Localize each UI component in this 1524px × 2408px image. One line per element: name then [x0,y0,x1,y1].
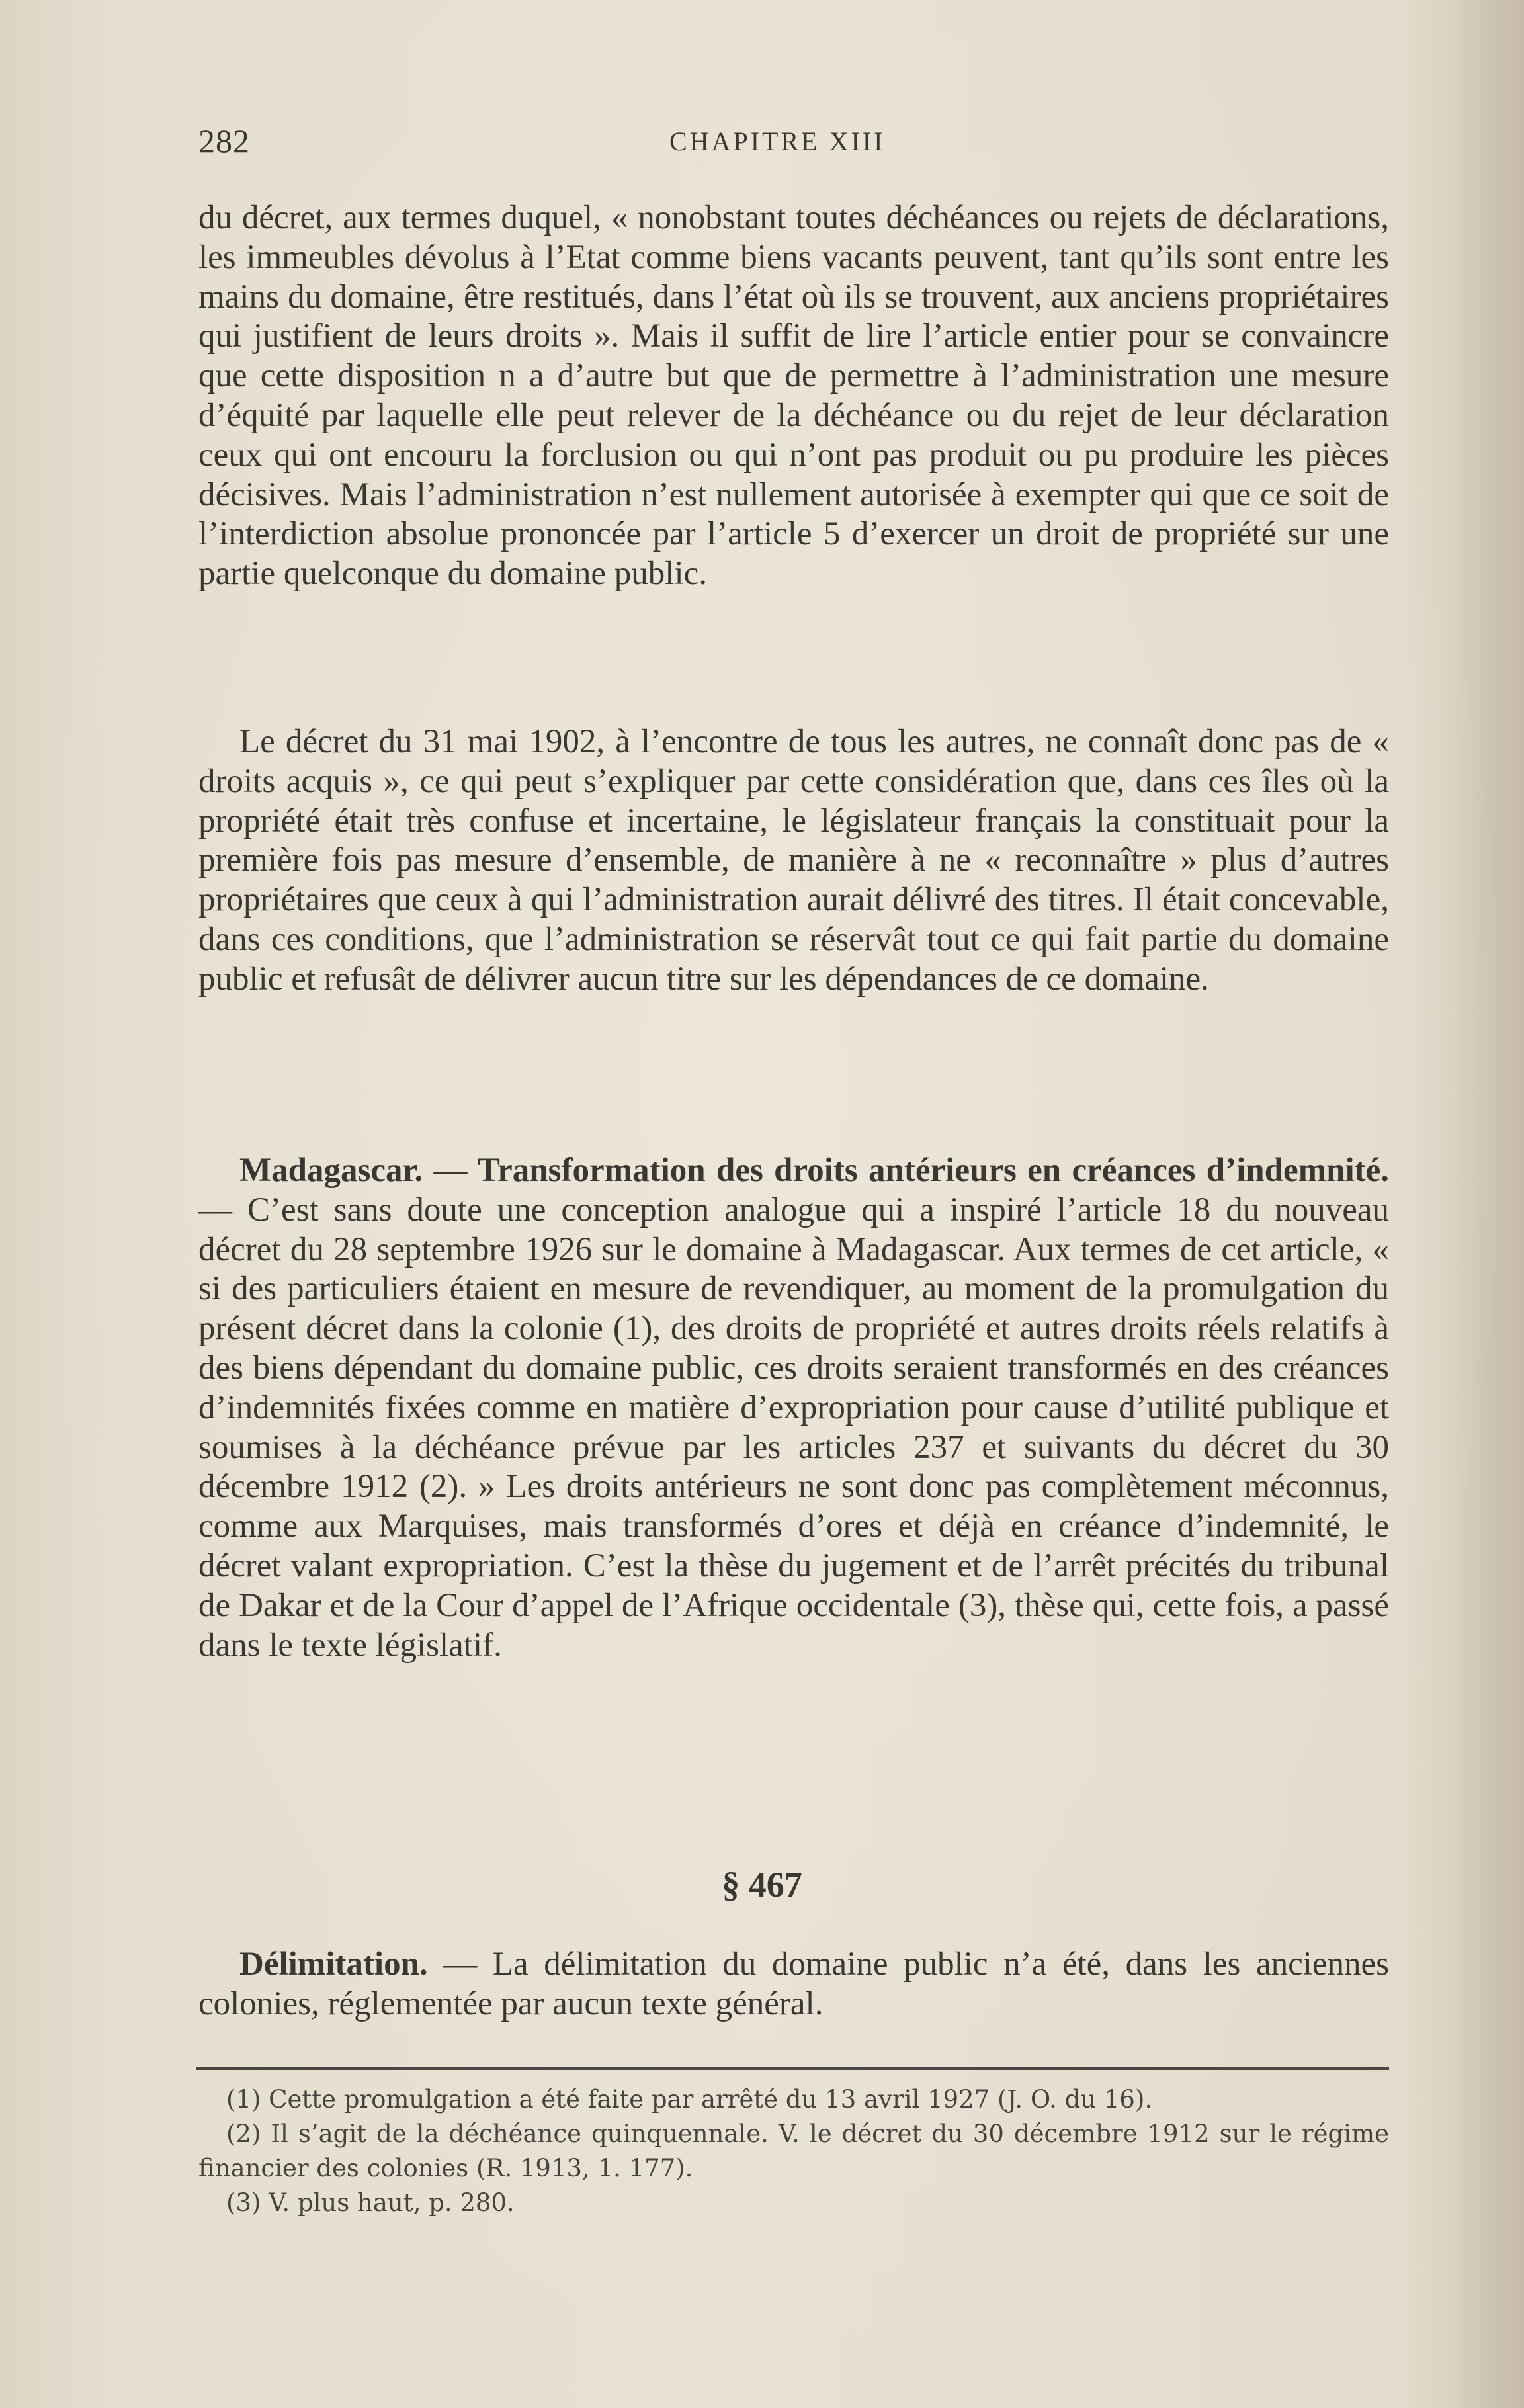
footnotes [198,2083,1389,2220]
footnote-divider [196,2067,1389,2070]
footnote-3: (3) V. plus haut, p. 280. [226,2188,515,2217]
paragraph-delimitation [198,1945,1389,2024]
madagascar-text: — C’est sans doute une conception analogue qui a inspiré l’article 18 du nouveau décret du 28 septembre 1926 sur le domaine à Madagascar. Aux termes de cet article, « si des particuliers étaient en mesure de revendiquer, au moment de la promulgation du présent décret dans la colonie (1), des droits de propriété et autres droits réels relatifs à des biens dépendant du domaine public, ces droits seraient transformés en des créances d’indemnités fixées comme en matière d’expropriation pour cause d’utilité publique et soumises à la déchéance prévue par les articles 237 et suivants du décret du 30 décembre 1912 (2). » Les droits antérieurs ne sont donc pas complètement méconnus, comme aux Marquises, mais transformés d’ores et déjà en créance d’indemnité, le décret valant expropriation. C’est la thèse du jugement et de l’arrêt précités du tribunal de Dakar et de la Cour d’appel de l’Afrique occidentale (3), thèse qui, cette fois, a passé dans le texte législatif. [198,1191,1389,1664]
delimitation-heading: Délimitation. [239,1946,428,1983]
paragraph-2 [198,722,1389,1000]
page-header [198,122,1389,161]
running-head: CHAPITRE XIII [669,126,886,156]
footnote-1: (1) Cette promulgation a été faite par arrêté du 13 avril 1927 (J. O. du 16). [226,2085,1153,2114]
paragraph-1 [198,198,1389,594]
page-edge-shadow [1451,0,1524,2408]
paragraph-1-text: du décret, aux termes duquel, « nonobstant toutes déchéances ou rejets de déclarations, les immeubles dévolus à l’Etat comme biens vacants peuvent, tant qu’ils sont entre les mains du domaine, être restitués, dans l’état où ils se trouvent, aux anciens propriétaires qui justifient de leurs droits ». Mais il suffit de lire l’article entier pour se convaincre que cette disposition n a d’autre but que de permettre à l’administration une mesure d’équité par laquelle elle peut relever de la déchéance ou du rejet de leur déclaration ceux qui ont encouru la forclusion ou qui n’ont pas produit ou pu produire les pièces décisives. Mais l’administration n’est nullement autorisée à exempter qui que ce soit de l’interdiction absolue prononcée par l’article 5 d’exercer un droit de propriété sur une partie quelconque du domaine public. [198,199,1389,593]
page-number: 282 [198,122,250,159]
paragraph-madagascar [198,1151,1389,1665]
paragraph-2-text: Le décret du 31 mai 1902, à l’encontre de tous les autres, ne connaît donc pas de « droits acquis », ce qui peut s’expliquer par cette considération que, dans ces îles où la propriété était très confuse et incertaine, le législateur français la constituait pour la première fois pas mesure d’ensemble, de manière à ne « reconnaître » plus d’autres propriétaires que ceux à qui l’administration aurait délivré des titres. Il était concevable, dans ces conditions, que l’administration se réservât tout ce qui fait partie du domaine public et refusât de délivrer aucun titre sur les dépendances de ce domaine. [198,723,1389,998]
delimitation-text: — La délimitation du domaine public n’a été, dans les anciennes colonies, réglementée par aucun texte général. [198,1946,1389,2022]
footnote-2: (2) Il s’agit de la déchéance quinquennale. V. le décret du 30 décembre 1912 sur le régime financier des colonies (R. 1913, 1. 177). [198,2120,1389,2182]
section-number: § 467 [722,1865,802,1905]
madagascar-heading: Madagascar. — Transformation des droits antérieurs en créances d’indemnité. [239,1152,1389,1189]
